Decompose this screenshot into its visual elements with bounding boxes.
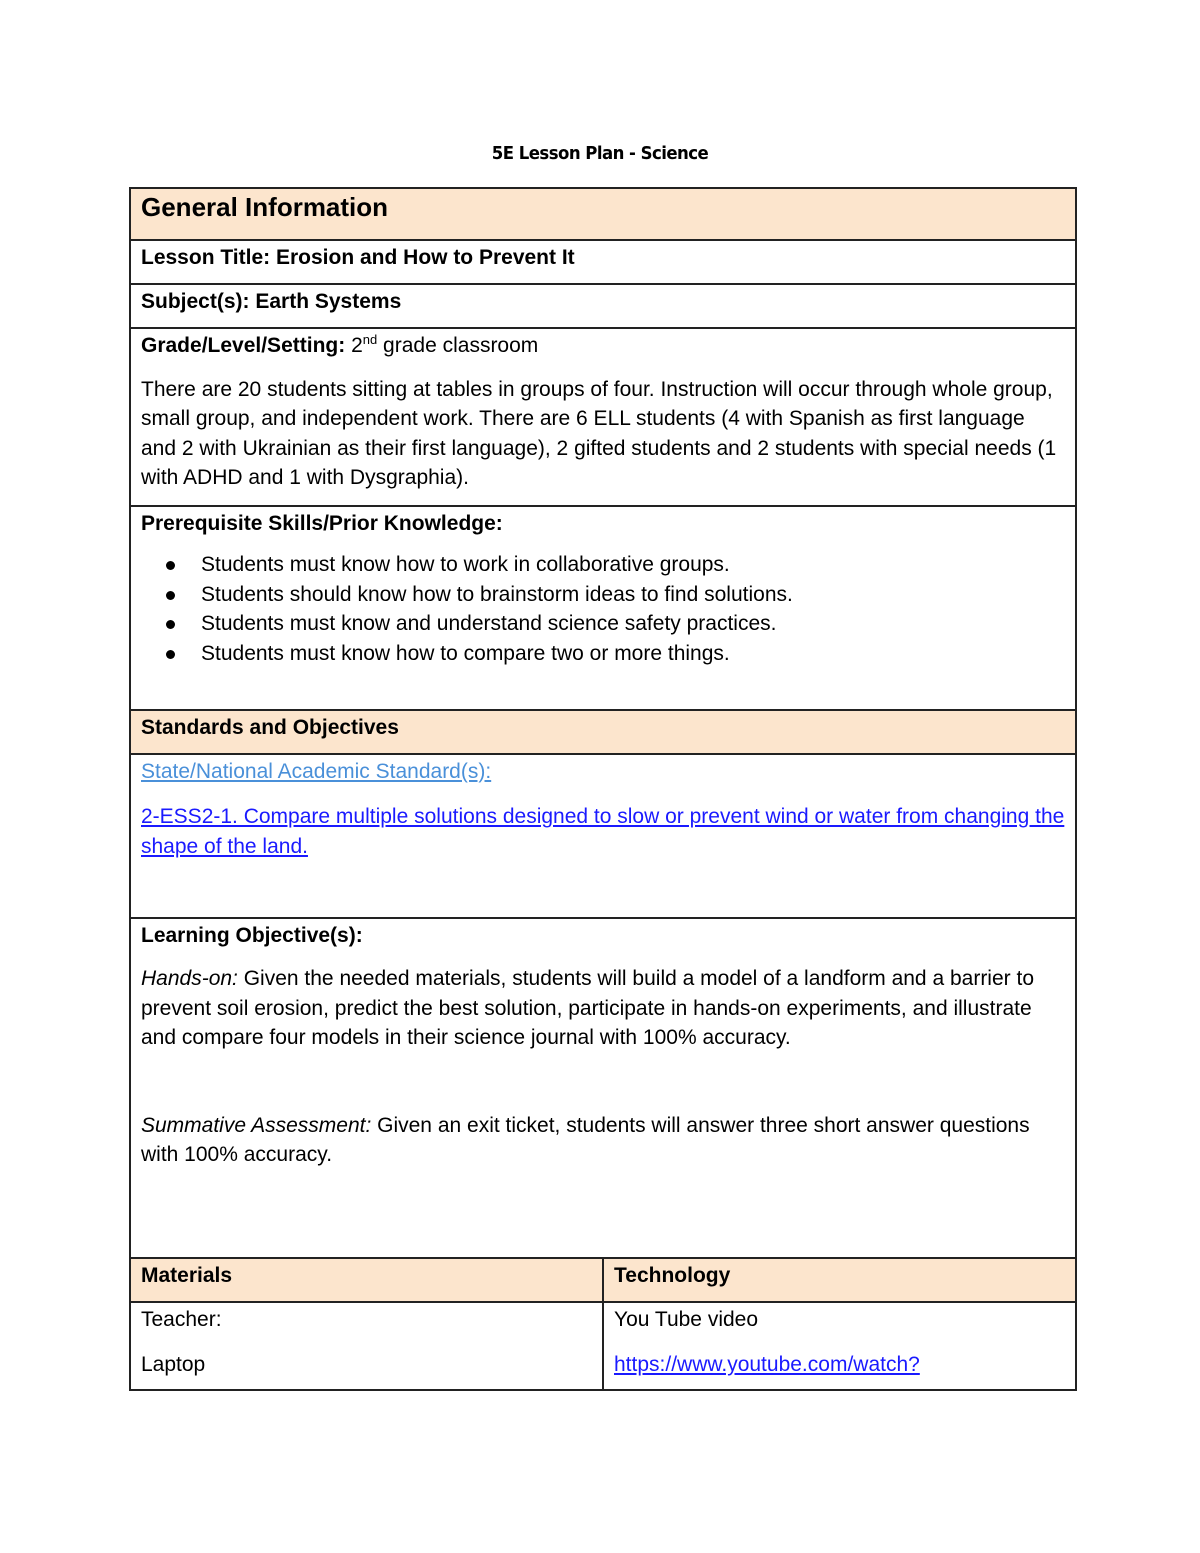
materials-technology-header-row	[130, 1258, 1076, 1302]
prerequisite-cell	[130, 506, 1076, 710]
grade-number: 2	[351, 334, 363, 357]
material-item: Laptop	[141, 1353, 206, 1376]
subjects-row	[130, 284, 1076, 328]
prerequisite-label: Prerequisite Skills/Prior Knowledge:	[141, 511, 503, 535]
youtube-link[interactable]: https://www.youtube.com/watch?	[614, 1353, 920, 1376]
prerequisite-list	[141, 550, 1065, 668]
summative-assessment	[141, 1111, 1065, 1170]
standard-2-ess2-1-link[interactable]: 2-ESS2-1. Compare multiple solutions designed to slow or prevent wind or water from changing the shape of the land.	[141, 805, 1065, 858]
grade-suffix: nd	[362, 332, 378, 347]
technology-heading: Technology	[603, 1258, 1076, 1302]
standards-link[interactable]: State/National Academic Standard(s):	[141, 759, 492, 783]
prerequisite-item: Students should know how to brainstorm ideas to find solutions.	[201, 580, 1065, 610]
technology-cell	[603, 1302, 1076, 1390]
learning-objectives-label: Learning Objective(s):	[141, 923, 363, 947]
summative-text: Given an exit ticket, students will answer three short answer questions with 100% accuracy.	[141, 1113, 1030, 1166]
lesson-title: Lesson Title: Erosion and How to Prevent It	[130, 240, 1076, 284]
prerequisite-item: Students must know and understand science safety practices.	[201, 609, 1065, 639]
materials-cell	[130, 1302, 603, 1390]
teacher-label: Teacher:	[141, 1307, 222, 1331]
lesson-plan-table	[129, 187, 1077, 1391]
materials-technology-row	[130, 1302, 1076, 1390]
grade-text: grade classroom	[377, 334, 539, 357]
setting-description: There are 20 students sitting at tables in groups of four. Instruction will occur through whole group, small group, and independent work. There are 6 ELL students (4 with Spanish as first language and 2 with Ukrainian as their first language), 2 gifted students and 2 students with special needs (1 with ADHD and 1 with Dysgraphia).	[141, 377, 1057, 489]
standards-header-row	[130, 710, 1076, 754]
standards-cell	[130, 754, 1076, 918]
materials-heading: Materials	[130, 1258, 603, 1302]
standards-heading: Standards and Objectives	[130, 710, 1076, 754]
hands-on-label: Hands-on:	[141, 967, 238, 990]
document-title: 5E Lesson Plan - Science	[491, 143, 709, 164]
prerequisite-item: Students must know how to compare two or more things.	[201, 639, 1065, 669]
hands-on-objective	[141, 964, 1065, 1053]
technology-item: You Tube video	[614, 1307, 759, 1331]
summative-label: Summative Assessment:	[141, 1113, 372, 1137]
general-information-header-row	[130, 188, 1076, 240]
grade-setting-row	[130, 328, 1076, 506]
standards-row	[130, 754, 1076, 918]
grade-label: Grade/Level/Setting:	[141, 334, 346, 357]
general-information-heading: General Information	[130, 188, 1076, 240]
grade-setting-cell	[130, 328, 1076, 506]
prerequisite-item: Students must know how to work in collaborative groups.	[201, 550, 1065, 580]
lesson-title-row	[130, 240, 1076, 284]
hands-on-text: Given the needed materials, students will build a model of a landform and a barrier to prevent soil erosion, predict the best solution, participate in hands-on experiments, and illustrate and compare four models in their science journal with 100% accuracy.	[141, 967, 1034, 1049]
learning-objectives-row	[130, 918, 1076, 1258]
subjects: Subject(s): Earth Systems	[130, 284, 1076, 328]
learning-objectives-cell	[130, 918, 1076, 1258]
grade-level-line	[141, 331, 1065, 361]
prerequisite-row	[130, 506, 1076, 710]
